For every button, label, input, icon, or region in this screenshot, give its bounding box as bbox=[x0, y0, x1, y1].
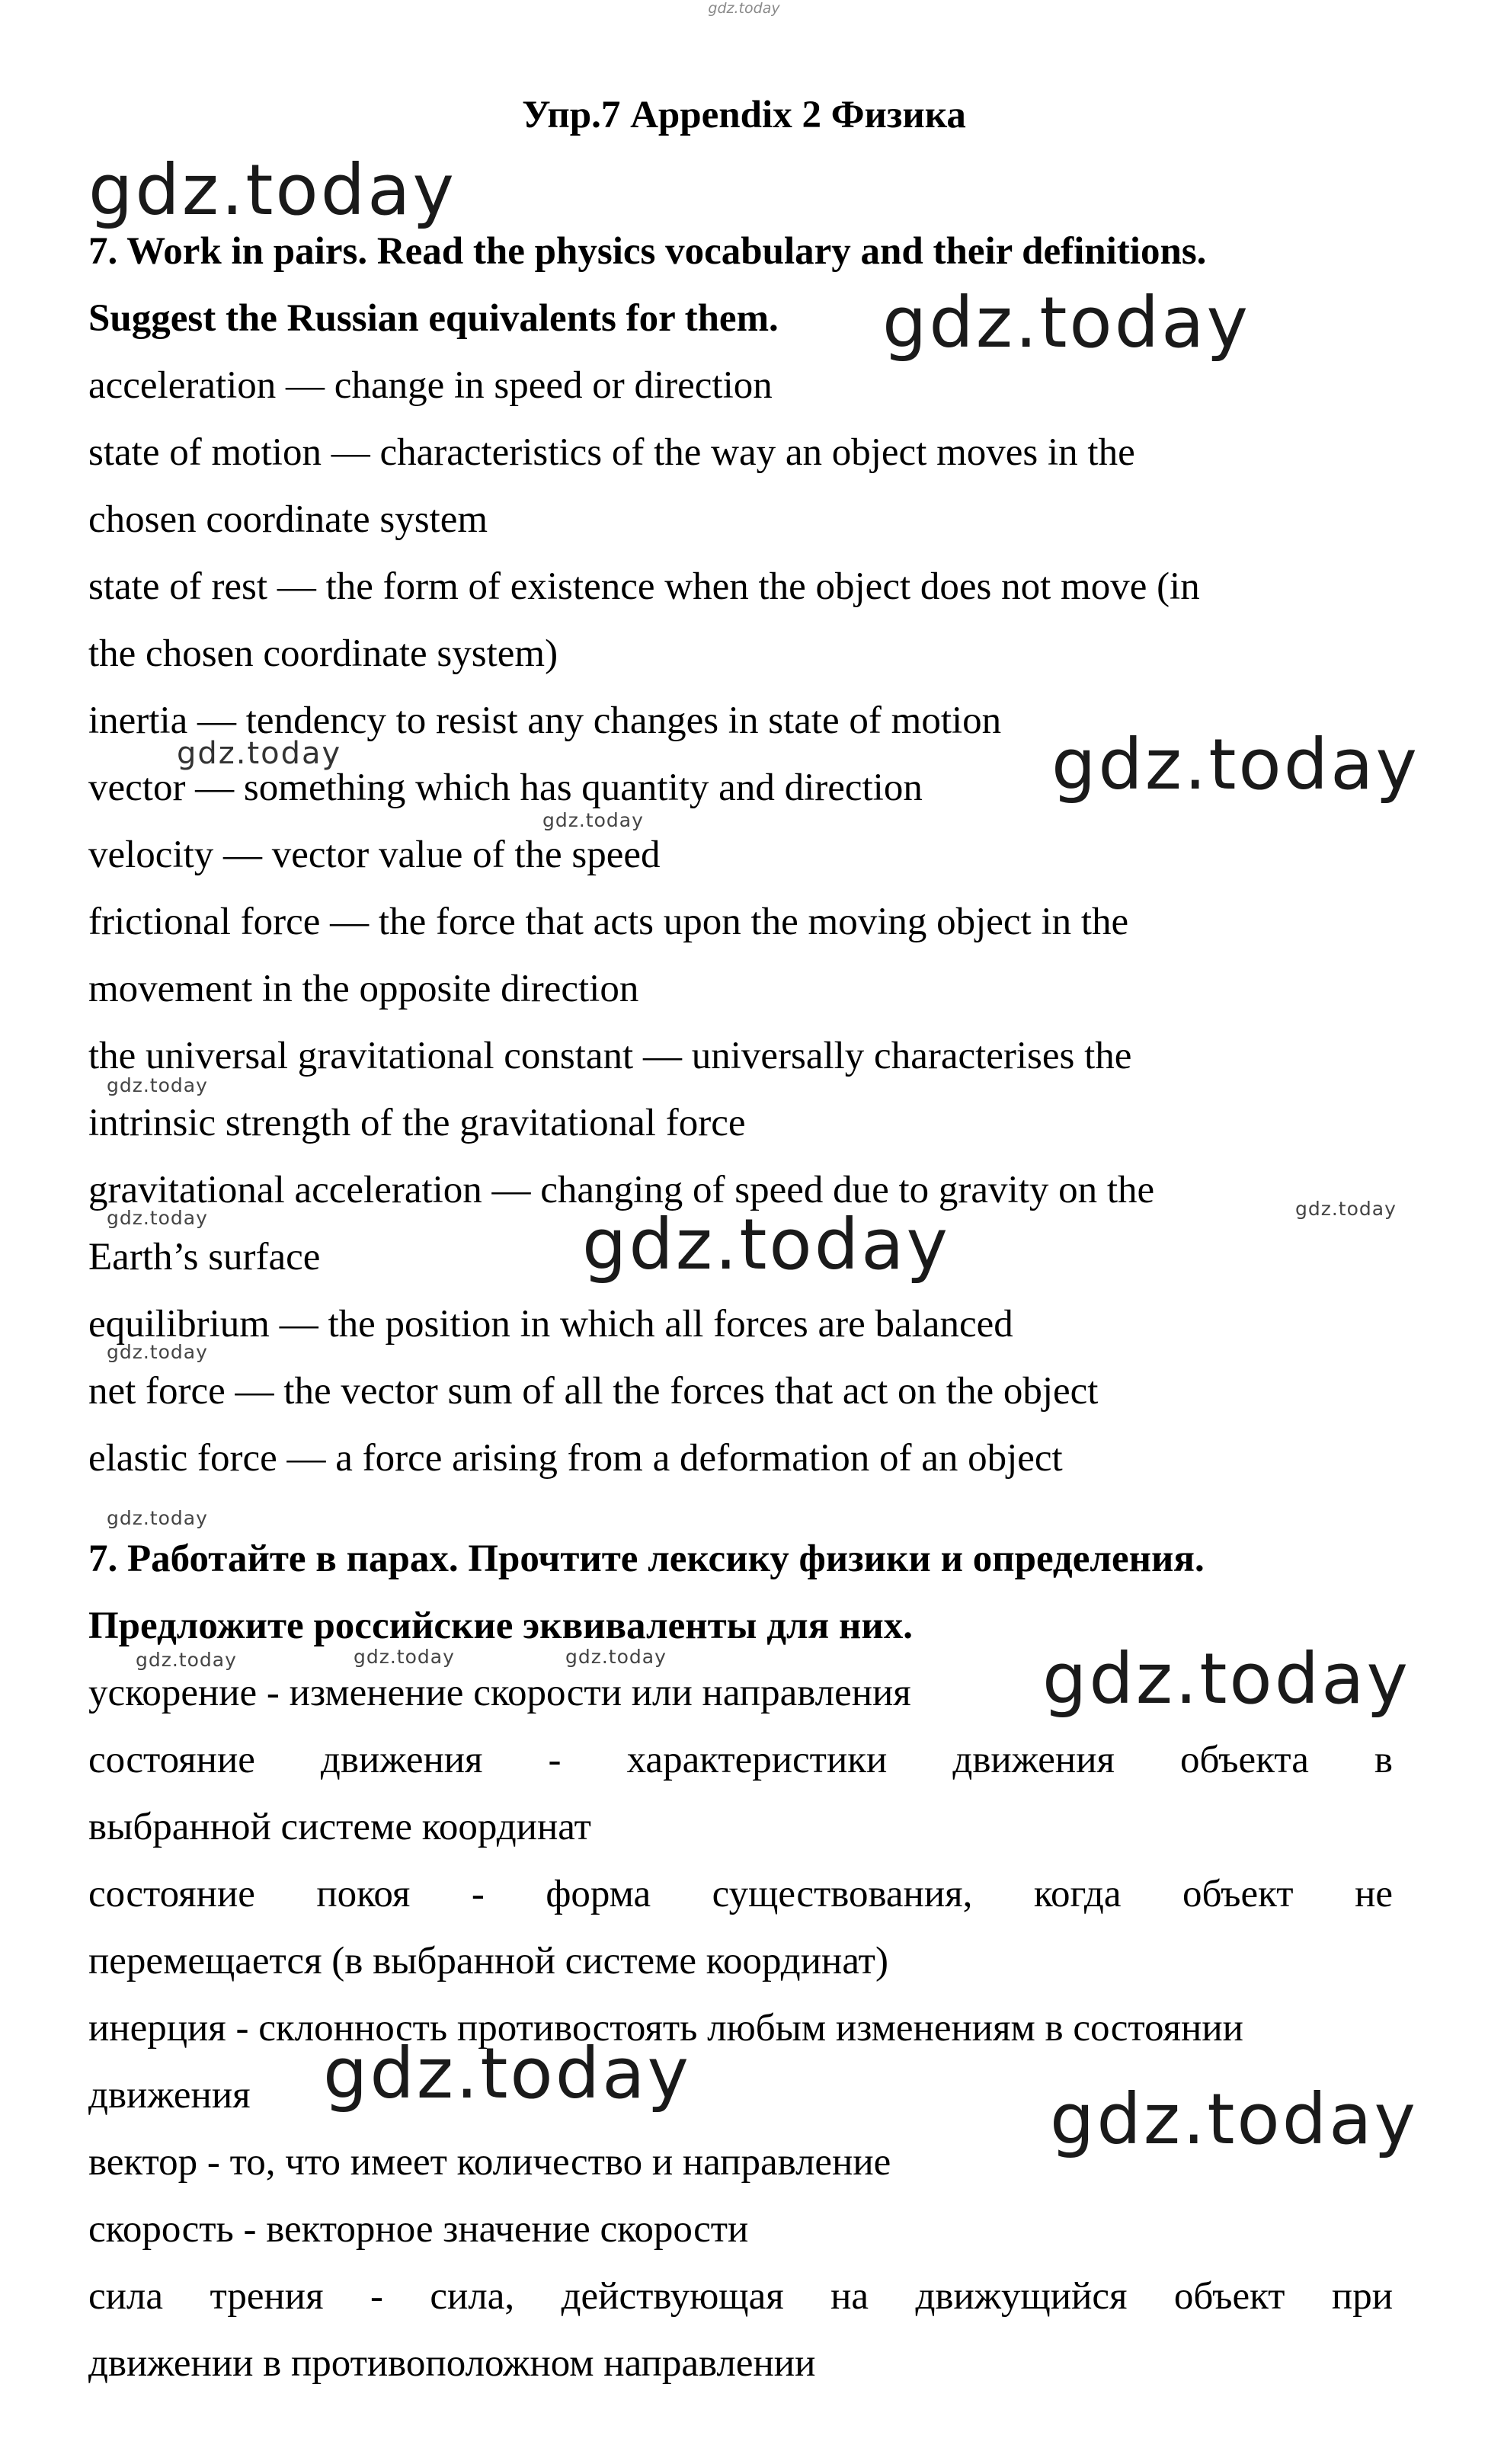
english-line: the universal gravitational constant — universally characterises the bbox=[88, 1035, 1132, 1077]
english-line: intrinsic strength of the gravitational force bbox=[88, 1102, 746, 1144]
english-line: vector — something which has quantity and direction bbox=[88, 766, 923, 809]
english-line: acceleration — change in speed or direction bbox=[88, 364, 773, 407]
english-line: chosen coordinate system bbox=[88, 498, 488, 541]
russian-line: вектор - то, что имеет количество и направление bbox=[88, 2141, 891, 2184]
russian-line: скорость - векторное значение скорости bbox=[88, 2208, 749, 2251]
english-line: velocity — vector value of the speed bbox=[88, 834, 661, 876]
english-line: frictional force — the force that acts upon the moving object in the bbox=[88, 901, 1129, 943]
watermark-small: gdz.today bbox=[107, 1074, 208, 1096]
watermark-small: gdz.today bbox=[136, 1649, 237, 1671]
watermark-large: gdz.today bbox=[1051, 724, 1419, 805]
russian-line: состояние движения - характеристики движения объекта в bbox=[88, 1739, 1393, 1781]
russian-line: выбранной системе координат bbox=[88, 1806, 591, 1848]
russian-task-line-2: Предложите российские эквиваленты для них. bbox=[88, 1605, 914, 1647]
english-line: state of motion — characteristics of the way an object moves in the bbox=[88, 431, 1135, 474]
english-line: net force — the vector sum of all the forces that act on the object bbox=[88, 1370, 1099, 1413]
header-watermark: gdz.today bbox=[708, 0, 780, 17]
english-line: inertia — tendency to resist any changes in state of motion bbox=[88, 699, 1002, 742]
english-line: the chosen coordinate system) bbox=[88, 632, 558, 675]
watermark-small: gdz.today bbox=[565, 1646, 667, 1668]
english-line: equilibrium — the position in which all forces are balanced bbox=[88, 1303, 1013, 1346]
watermark-small: gdz.today bbox=[1295, 1198, 1397, 1220]
english-line: gravitational acceleration — changing of speed due to gravity on the bbox=[88, 1169, 1155, 1211]
watermark-large: gdz.today bbox=[88, 149, 456, 231]
english-line: Earth’s surface bbox=[88, 1236, 321, 1278]
russian-task-line-1: 7. Работайте в парах. Прочтите лексику физики и определения. bbox=[88, 1538, 1205, 1580]
english-line: state of rest — the form of existence when the object does not move (in bbox=[88, 565, 1200, 608]
watermark-large: gdz.today bbox=[882, 282, 1250, 363]
watermark-large: gdz.today bbox=[582, 1204, 950, 1285]
russian-line: инерция - склонность противостоять любым изменениям в состоянии bbox=[88, 2007, 1243, 2050]
watermark-small: gdz.today bbox=[107, 1341, 208, 1363]
english-line: elastic force — a force arising from a deformation of an object bbox=[88, 1437, 1063, 1480]
russian-line: состояние покоя - форма существования, когда объект не bbox=[88, 1873, 1393, 1915]
page-title: Упр.7 Appendix 2 Физика bbox=[522, 94, 966, 136]
english-section bbox=[88, 218, 1393, 1492]
watermark-small: gdz.today bbox=[542, 809, 644, 831]
english-task-line-1: 7. Work in pairs. Read the physics vocabulary and their definitions. bbox=[88, 230, 1207, 273]
russian-line: ускорение - изменение скорости или направления bbox=[88, 1672, 911, 1714]
watermark-small: gdz.today bbox=[107, 1507, 208, 1529]
watermark-large: gdz.today bbox=[1042, 1638, 1410, 1720]
watermark-medium: gdz.today bbox=[177, 736, 342, 771]
watermark-large: gdz.today bbox=[323, 2033, 691, 2114]
watermark-small: gdz.today bbox=[354, 1646, 455, 1668]
russian-line: перемещается (в выбранной системе координат) bbox=[88, 1940, 888, 1982]
watermark-small: gdz.today bbox=[107, 1207, 208, 1229]
russian-line: движении в противоположном направлении bbox=[88, 2342, 816, 2385]
russian-line: движения bbox=[88, 2074, 251, 2117]
watermark-large: gdz.today bbox=[1050, 2078, 1418, 2160]
russian-line: сила трения - сила, действующая на движущийся объект при bbox=[88, 2275, 1393, 2318]
english-task-line-2: Suggest the Russian equivalents for them. bbox=[88, 297, 779, 340]
english-line: movement in the opposite direction bbox=[88, 968, 639, 1010]
